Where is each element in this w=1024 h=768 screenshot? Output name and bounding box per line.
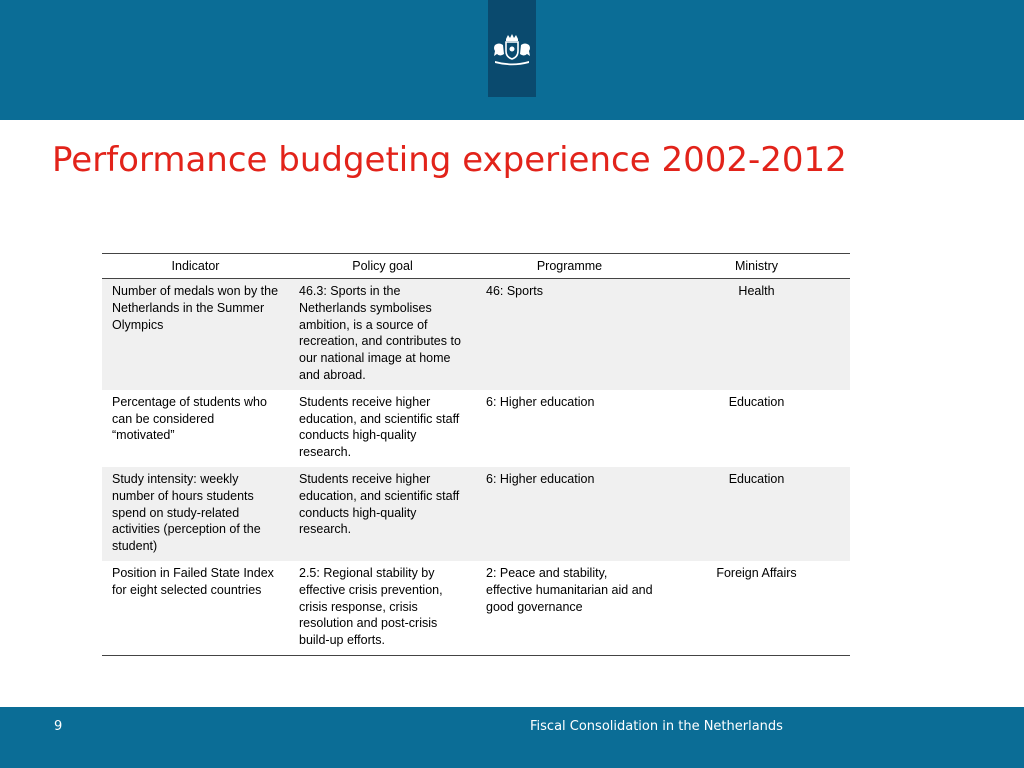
cell-programme: 46: Sports bbox=[476, 279, 663, 390]
cell-ministry: Health bbox=[663, 279, 850, 390]
emblem-tab bbox=[488, 0, 536, 97]
cell-policy-goal: Students receive higher education, and scientific staff conducts high-quality research. bbox=[299, 394, 460, 460]
cell-programme: 6: Higher education bbox=[476, 467, 663, 561]
column-header-indicator: Indicator bbox=[102, 254, 289, 279]
cell-programme: 2: Peace and stability, effective humanitarian aid and good governance bbox=[476, 561, 663, 655]
cell-ministry: Education bbox=[728, 394, 785, 409]
table-row bbox=[102, 279, 850, 390]
cell-ministry: Education bbox=[663, 467, 850, 561]
column-header-policy-goal: Policy goal bbox=[289, 254, 476, 279]
royal-coat-of-arms-icon bbox=[490, 32, 534, 66]
cell-ministry: Foreign Affairs bbox=[663, 561, 850, 655]
cell-indicator: Number of medals won by the Netherlands in the Summer Olympics bbox=[102, 279, 289, 390]
header-band bbox=[0, 0, 1024, 120]
cell-policy-goal: 46.3: Sports in the Netherlands symbolises ambition, is a source of recreation, and contributes to our national image at home and abroad. bbox=[289, 279, 476, 390]
indicator-table bbox=[102, 253, 850, 656]
cell-policy-goal: Students receive higher education, and scientific staff conducts high-quality research. bbox=[289, 467, 476, 561]
cell-indicator: Percentage of students who can be considered “motivated” bbox=[112, 394, 267, 443]
page-number: 9 bbox=[54, 719, 63, 734]
table-row bbox=[102, 467, 850, 561]
cell-indicator: Study intensity: weekly number of hours students spend on study-related activities (perception of the student) bbox=[102, 467, 289, 561]
footer-band bbox=[0, 707, 1024, 768]
cell-indicator: Position in Failed State Index for eight selected countries bbox=[102, 561, 289, 655]
table-row bbox=[102, 390, 850, 467]
table-row bbox=[102, 561, 850, 655]
cell-policy-goal: 2.5: Regional stability by effective crisis prevention, crisis response, crisis resolution and post-crisis build-up efforts. bbox=[289, 561, 476, 655]
footer-text: Fiscal Consolidation in the Netherlands bbox=[530, 719, 783, 734]
slide-title: Performance budgeting experience 2002-2012 bbox=[52, 140, 847, 180]
cell-programme: 6: Higher education bbox=[486, 394, 595, 409]
table-header-row bbox=[102, 254, 850, 279]
column-header-ministry: Ministry bbox=[663, 254, 850, 279]
column-header-programme: Programme bbox=[476, 254, 663, 279]
